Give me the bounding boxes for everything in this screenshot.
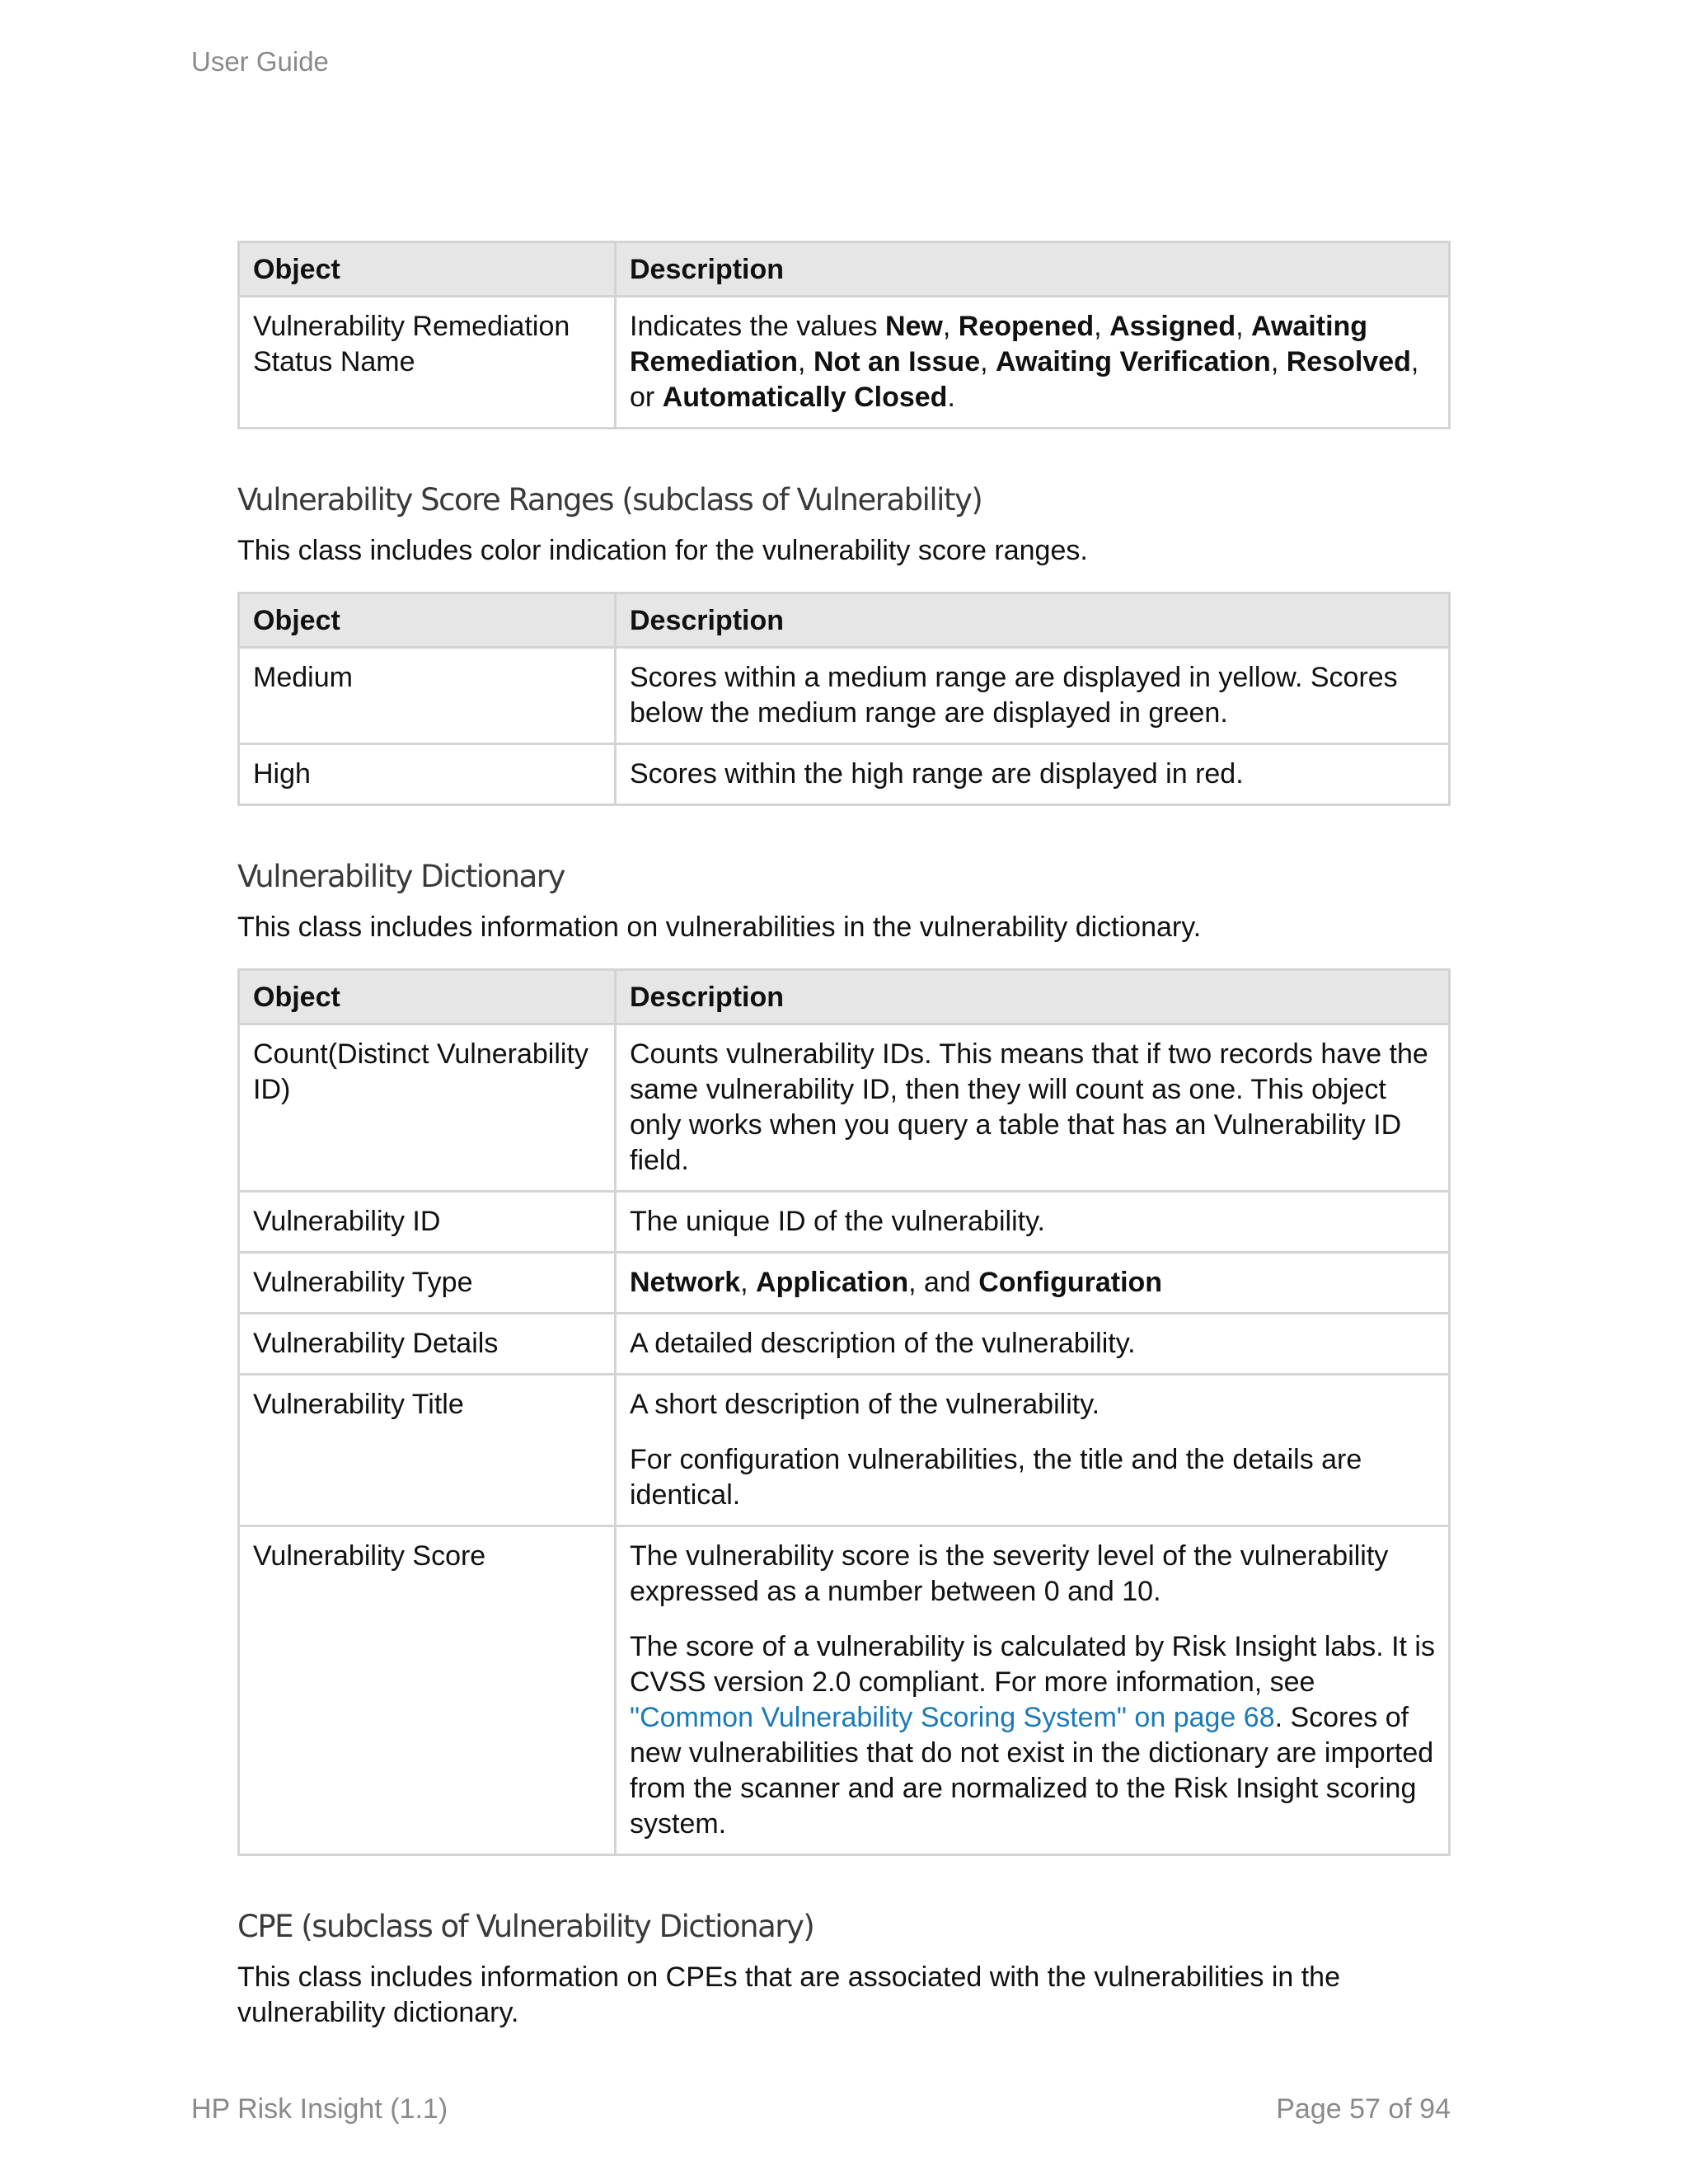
description-cell: Scores within a medium range are displayed in yellow. Scores below the medium range are displayed in green. [616, 648, 1450, 744]
object-cell: Vulnerability Details [239, 1314, 616, 1375]
table-header-row [239, 593, 1450, 648]
description-cell: Network, Application, and Configuration [616, 1253, 1450, 1314]
description-paragraph: The vulnerability score is the severity level of the vulnerability expressed as a number between 0 and 10. [630, 1540, 1389, 1607]
object-cell: Vulnerability Score [239, 1526, 616, 1855]
page-content [237, 241, 1451, 2031]
object-cell: Vulnerability Remediation Status Name [239, 297, 616, 429]
object-cell: High [239, 744, 616, 805]
table-row [239, 1192, 1450, 1253]
running-header: User Guide [191, 46, 329, 77]
description-cell [616, 1526, 1450, 1855]
description-cell: Scores within the high range are displayed in red. [616, 744, 1450, 805]
object-cell: Medium [239, 648, 616, 744]
section-intro-cpe: This class includes information on CPEs that are associated with the vulnerabilities in the vulnerability dictionary. [237, 1961, 1341, 2028]
table-row [239, 1526, 1450, 1855]
object-cell: Vulnerability Title [239, 1375, 616, 1526]
table-row [239, 744, 1450, 805]
cvss-cross-reference-link[interactable]: "Common Vulnerability Scoring System" on page 68 [630, 1702, 1275, 1733]
table-row [239, 1375, 1450, 1526]
description-paragraph: A short description of the vulnerability. [630, 1389, 1100, 1420]
column-header-object: Object [239, 593, 616, 648]
footer-product: HP Risk Insight (1.1) [191, 2093, 448, 2125]
table-row [239, 648, 1450, 744]
column-header-object: Object [239, 970, 616, 1024]
column-header-description: Description [616, 242, 1450, 297]
object-cell: Vulnerability ID [239, 1192, 616, 1253]
table-header-row [239, 242, 1450, 297]
object-cell: Count(Distinct Vulnerability ID) [239, 1024, 616, 1192]
table-row [239, 1253, 1450, 1314]
column-header-object: Object [239, 242, 616, 297]
description-paragraph: The score of a vulnerability is calculated by Risk Insight labs. It is CVSS version 2.0 compliant. For more information, see "Common Vulnerability Scoring System" on page 68. Scores of new vulnerabilities that do not exist in the dictionary are imported from the scanner and are normalized to the Risk Insight scoring system. [630, 1631, 1435, 1840]
dictionary-table [237, 968, 1451, 1856]
description-cell: Indicates the values New, Reopened, Assigned, Awaiting Remediation, Not an Issue, Awaiting Verification, Resolved, or Automatically Closed. [616, 297, 1450, 429]
section-heading-cpe: CPE (subclass of Vulnerability Dictionary) [237, 1909, 814, 1944]
column-header-description: Description [616, 593, 1450, 648]
table-row [239, 1314, 1450, 1375]
description-cell [616, 1375, 1450, 1526]
section-intro-score-ranges: This class includes color indication for the vulnerability score ranges. [237, 535, 1088, 566]
section-heading-dictionary: Vulnerability Dictionary [237, 859, 565, 894]
description-cell: A detailed description of the vulnerability. [616, 1314, 1450, 1375]
remediation-status-table [237, 241, 1451, 429]
column-header-description: Description [616, 970, 1450, 1024]
table-header-row [239, 970, 1450, 1024]
description-paragraph: For configuration vulnerabilities, the title and the details are identical. [630, 1444, 1362, 1511]
description-cell: The unique ID of the vulnerability. [616, 1192, 1450, 1253]
section-intro-dictionary: This class includes information on vulnerabilities in the vulnerability dictionary. [237, 912, 1202, 943]
table-row [239, 297, 1450, 429]
description-cell: Counts vulnerability IDs. This means that if two records have the same vulnerability ID, then they will count as one. This object only works when you query a table that has an Vulnerability ID field. [616, 1024, 1450, 1192]
table-row [239, 1024, 1450, 1192]
footer-page-number: Page 57 of 94 [1276, 2093, 1451, 2125]
score-ranges-table [237, 592, 1451, 806]
object-cell: Vulnerability Type [239, 1253, 616, 1314]
section-heading-score-ranges: Vulnerability Score Ranges (subclass of Vulnerability) [237, 482, 982, 518]
